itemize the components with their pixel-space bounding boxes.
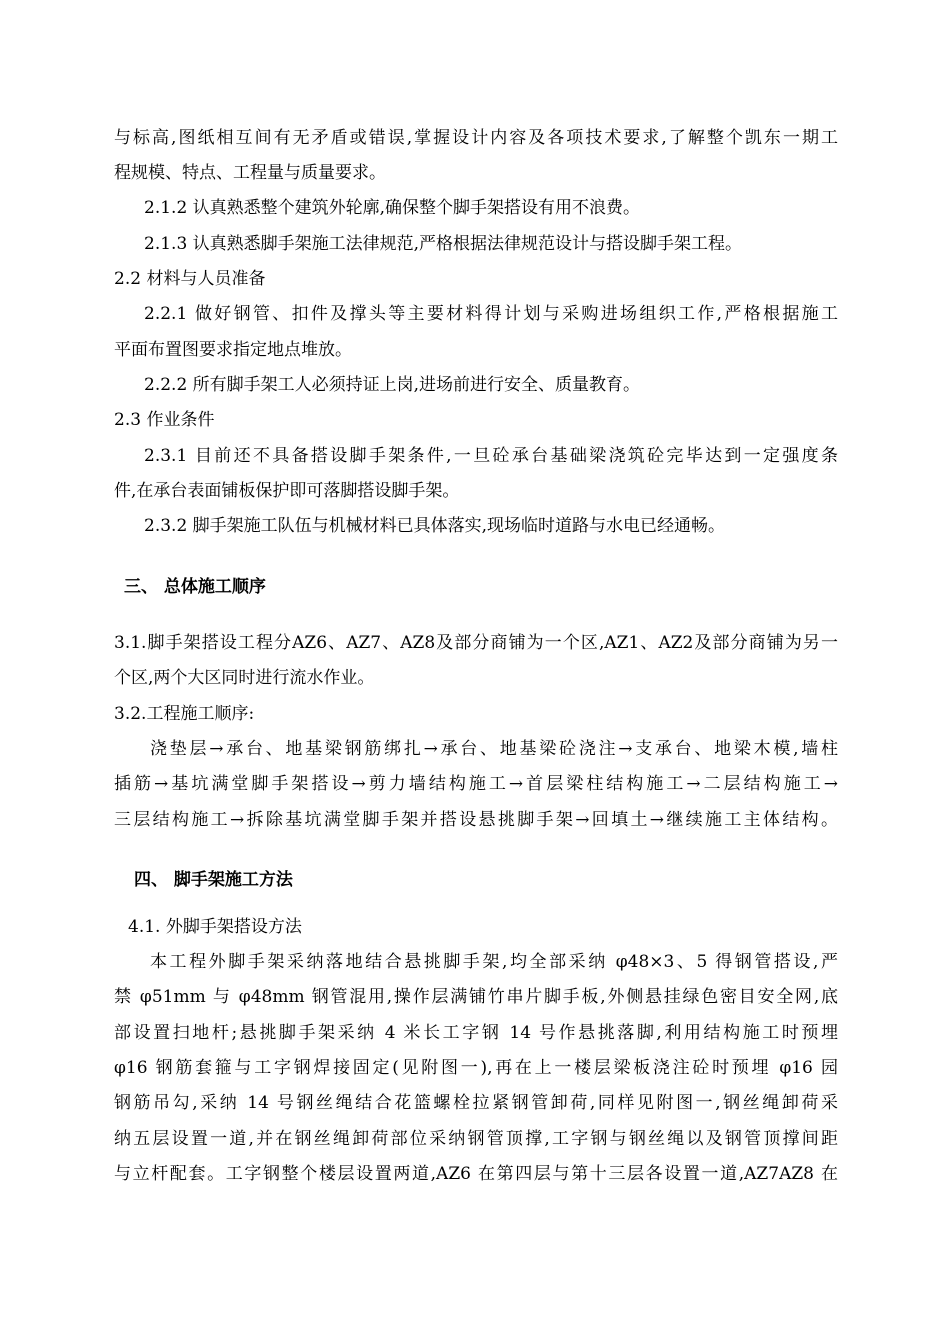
body-line: 本工程外脚手架采纳落地结合悬挑脚手架,均全部采纳 φ48×3、5 得钢管搭设,严 — [150, 952, 838, 972]
body-line: 部设置扫地杆;悬挑脚手架采纳 4 米长工字钢 14 号作悬挑落脚,利用结构施工时预埋 — [114, 1023, 838, 1043]
subsection-2-1-2: 2.1.2 认真熟悉整个建筑外轮廓,确保整个脚手架搭设有用不浪费。 — [144, 198, 641, 218]
body-line: 件,在承台表面铺板保护即可落脚搭设脚手架。 — [114, 481, 460, 501]
body-line: 程规模、特点、工程量与质量要求。 — [114, 163, 386, 183]
body-line: 与标高,图纸相互间有无矛盾或错误,掌握设计内容及各项技术要求,了解整个凯东一期工 — [114, 128, 838, 148]
subsection-2-3-2: 2.3.2 脚手架施工队伍与机械材料已具体落实,现场临时道路与水电已经通畅。 — [144, 516, 726, 536]
body-line: 平面布置图要求指定地点堆放。 — [114, 340, 352, 360]
body-line: 禁 φ51mm 与 φ48mm 钢管混用,操作层满铺竹串片脚手板,外侧悬挂绿色密目安全网,底 — [114, 987, 838, 1007]
body-line: 个区,两个大区同时进行流水作业。 — [114, 668, 375, 688]
item-3-2: 3.2.工程施工顺序: — [114, 704, 255, 724]
body-line: 钢筋吊勾,采纳 14 号钢丝绳结合花篮螺栓拉紧钢管卸荷,同样见附图一,钢丝绳卸荷采 — [114, 1093, 838, 1113]
body-line: 纳五层设置一道,并在钢丝绳卸荷部位采纳钢管顶撑,工字钢与钢丝绳以及钢管顶撑间距 — [114, 1129, 838, 1149]
sequence-line: 浇垫层→承台、地基梁钢筋绑扎→承台、地基梁砼浇注→支承台、地梁木模,墙柱 — [150, 739, 838, 759]
section-2-3-heading: 2.3 作业条件 — [114, 410, 215, 430]
section-2-2-heading: 2.2 材料与人员准备 — [114, 269, 266, 289]
item-3-1: 3.1.脚手架搭设工程分AZ6、AZ7、AZ8及部分商铺为一个区,AZ1、AZ2及部分商铺为另一 — [114, 633, 838, 653]
sequence-line: 三层结构施工→拆除基坑满堂脚手架并搭设悬挑脚手架→回填土→继续施工主体结构。 — [114, 810, 838, 830]
item-4-1-heading: 4.1. 外脚手架搭设方法 — [128, 917, 302, 937]
subsection-2-3-1: 2.3.1 目前还不具备搭设脚手架条件,一旦砼承台基础梁浇筑砼完毕达到一定强度条 — [144, 446, 838, 466]
chapter-4-heading: 四、 脚手架施工方法 — [134, 870, 293, 890]
chapter-3-heading: 三、 总体施工顺序 — [124, 577, 266, 597]
body-line: 与立杆配套。工字钢整个楼层设置两道,AZ6 在第四层与第十三层各设置一道,AZ7AZ8 在 — [114, 1164, 838, 1184]
subsection-2-2-2: 2.2.2 所有脚手架工人必须持证上岗,进场前进行安全、质量教育。 — [144, 375, 641, 395]
body-line: φ16 钢筋套箍与工字钢焊接固定(见附图一),再在上一楼层梁板浇注砼时预埋 φ16 园 — [114, 1058, 838, 1078]
subsection-2-1-3: 2.1.3 认真熟悉脚手架施工法律规范,严格根据法律规范设计与搭设脚手架工程。 — [144, 234, 743, 254]
sequence-line: 插筋→基坑满堂脚手架搭设→剪力墙结构施工→首层梁柱结构施工→二层结构施工→ — [114, 774, 838, 794]
subsection-2-2-1: 2.2.1 做好钢管、扣件及撑头等主要材料得计划与采购进场组织工作,严格根据施工 — [144, 304, 838, 324]
